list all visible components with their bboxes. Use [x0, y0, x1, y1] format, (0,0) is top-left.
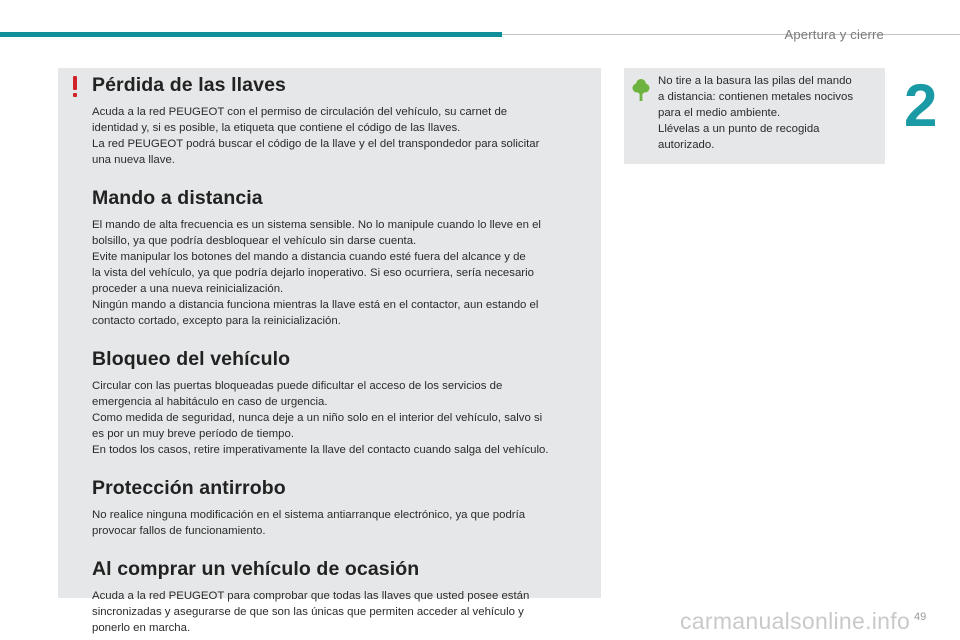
- section-body: Acuda a la red PEUGEOT para comprobar que todas las llaves que usted posee están sincronizadas y asegurarse de que son las únicas que permiten acceder al vehículo y ponerlo en marcha.: [92, 590, 530, 634]
- tree-environment-icon: [632, 78, 650, 102]
- page-number: 49: [914, 611, 927, 623]
- section-used-vehicle: [92, 556, 589, 636]
- section-vehicle-locking: [92, 346, 589, 458]
- section-body: El mando de alta frecuencia es un sistema sensible. No lo manipule cuando lo lleve en el bolsillo, ya que podría desbloquear el vehículo sin darse cuenta. Evite manipular los botones del mando a distancia cuando esté fuera del alcance y de la vista del vehículo, ya que podría dejarlo inoperativo. Si eso ocurriera, sería necesario proceder a una nueva reinicialización. Ningún mando a distancia funciona mientras la llave está en el contactor, aun estando el contacto cortado, excepto para la reinicialización.: [92, 219, 541, 327]
- section-heading: Pérdida de las llaves: [92, 74, 286, 96]
- warning-exclamation-icon: [70, 76, 80, 98]
- watermark: carmanualsonline.info: [680, 608, 911, 634]
- warning-box: [58, 68, 601, 634]
- header-accent-bar: [0, 32, 502, 37]
- section-remote-control: [92, 185, 589, 329]
- header-divider-line: [502, 34, 960, 35]
- section-body: Acuda a la red PEUGEOT con el permiso de circulación del vehículo, su carnet de identidad y, si es posible, la etiqueta que contiene el código de las llaves. La red PEUGEOT podrá buscar el código de la llave y el del transpondedor para solicitar una nueva llave.: [92, 106, 540, 166]
- section-heading: Mando a distancia: [92, 187, 263, 209]
- section-lost-keys: [92, 72, 589, 168]
- section-title: Apertura y cierre: [784, 27, 884, 42]
- section-body: Circular con las puertas bloqueadas puede dificultar el acceso de los servicios de emergencia al habitáculo en caso de urgencia. Como medida de seguridad, nunca deje a un niño solo en el interior del vehículo, salvo si es por un muy breve período de tiempo. En todos los casos, retire imperativamente la llave del contacto cuando salga del vehículo.: [92, 380, 549, 456]
- section-heading: Protección antirrobo: [92, 477, 286, 499]
- section-body: No realice ninguna modificación en el sistema antiarranque electrónico, ya que podría provocar fallos de funcionamiento.: [92, 509, 526, 537]
- section-heading: Al comprar un vehículo de ocasión: [92, 558, 420, 580]
- section-heading: Bloqueo del vehículo: [92, 348, 291, 370]
- environment-note-box: [624, 68, 885, 164]
- section-anti-theft: [92, 475, 589, 539]
- chapter-number: 2: [904, 72, 938, 139]
- environment-note-text: No tire a la basura las pilas del mando a distancia: contienen metales nocivos para el medio ambiente. Llévelas a un punto de recogida autorizado.: [658, 75, 854, 151]
